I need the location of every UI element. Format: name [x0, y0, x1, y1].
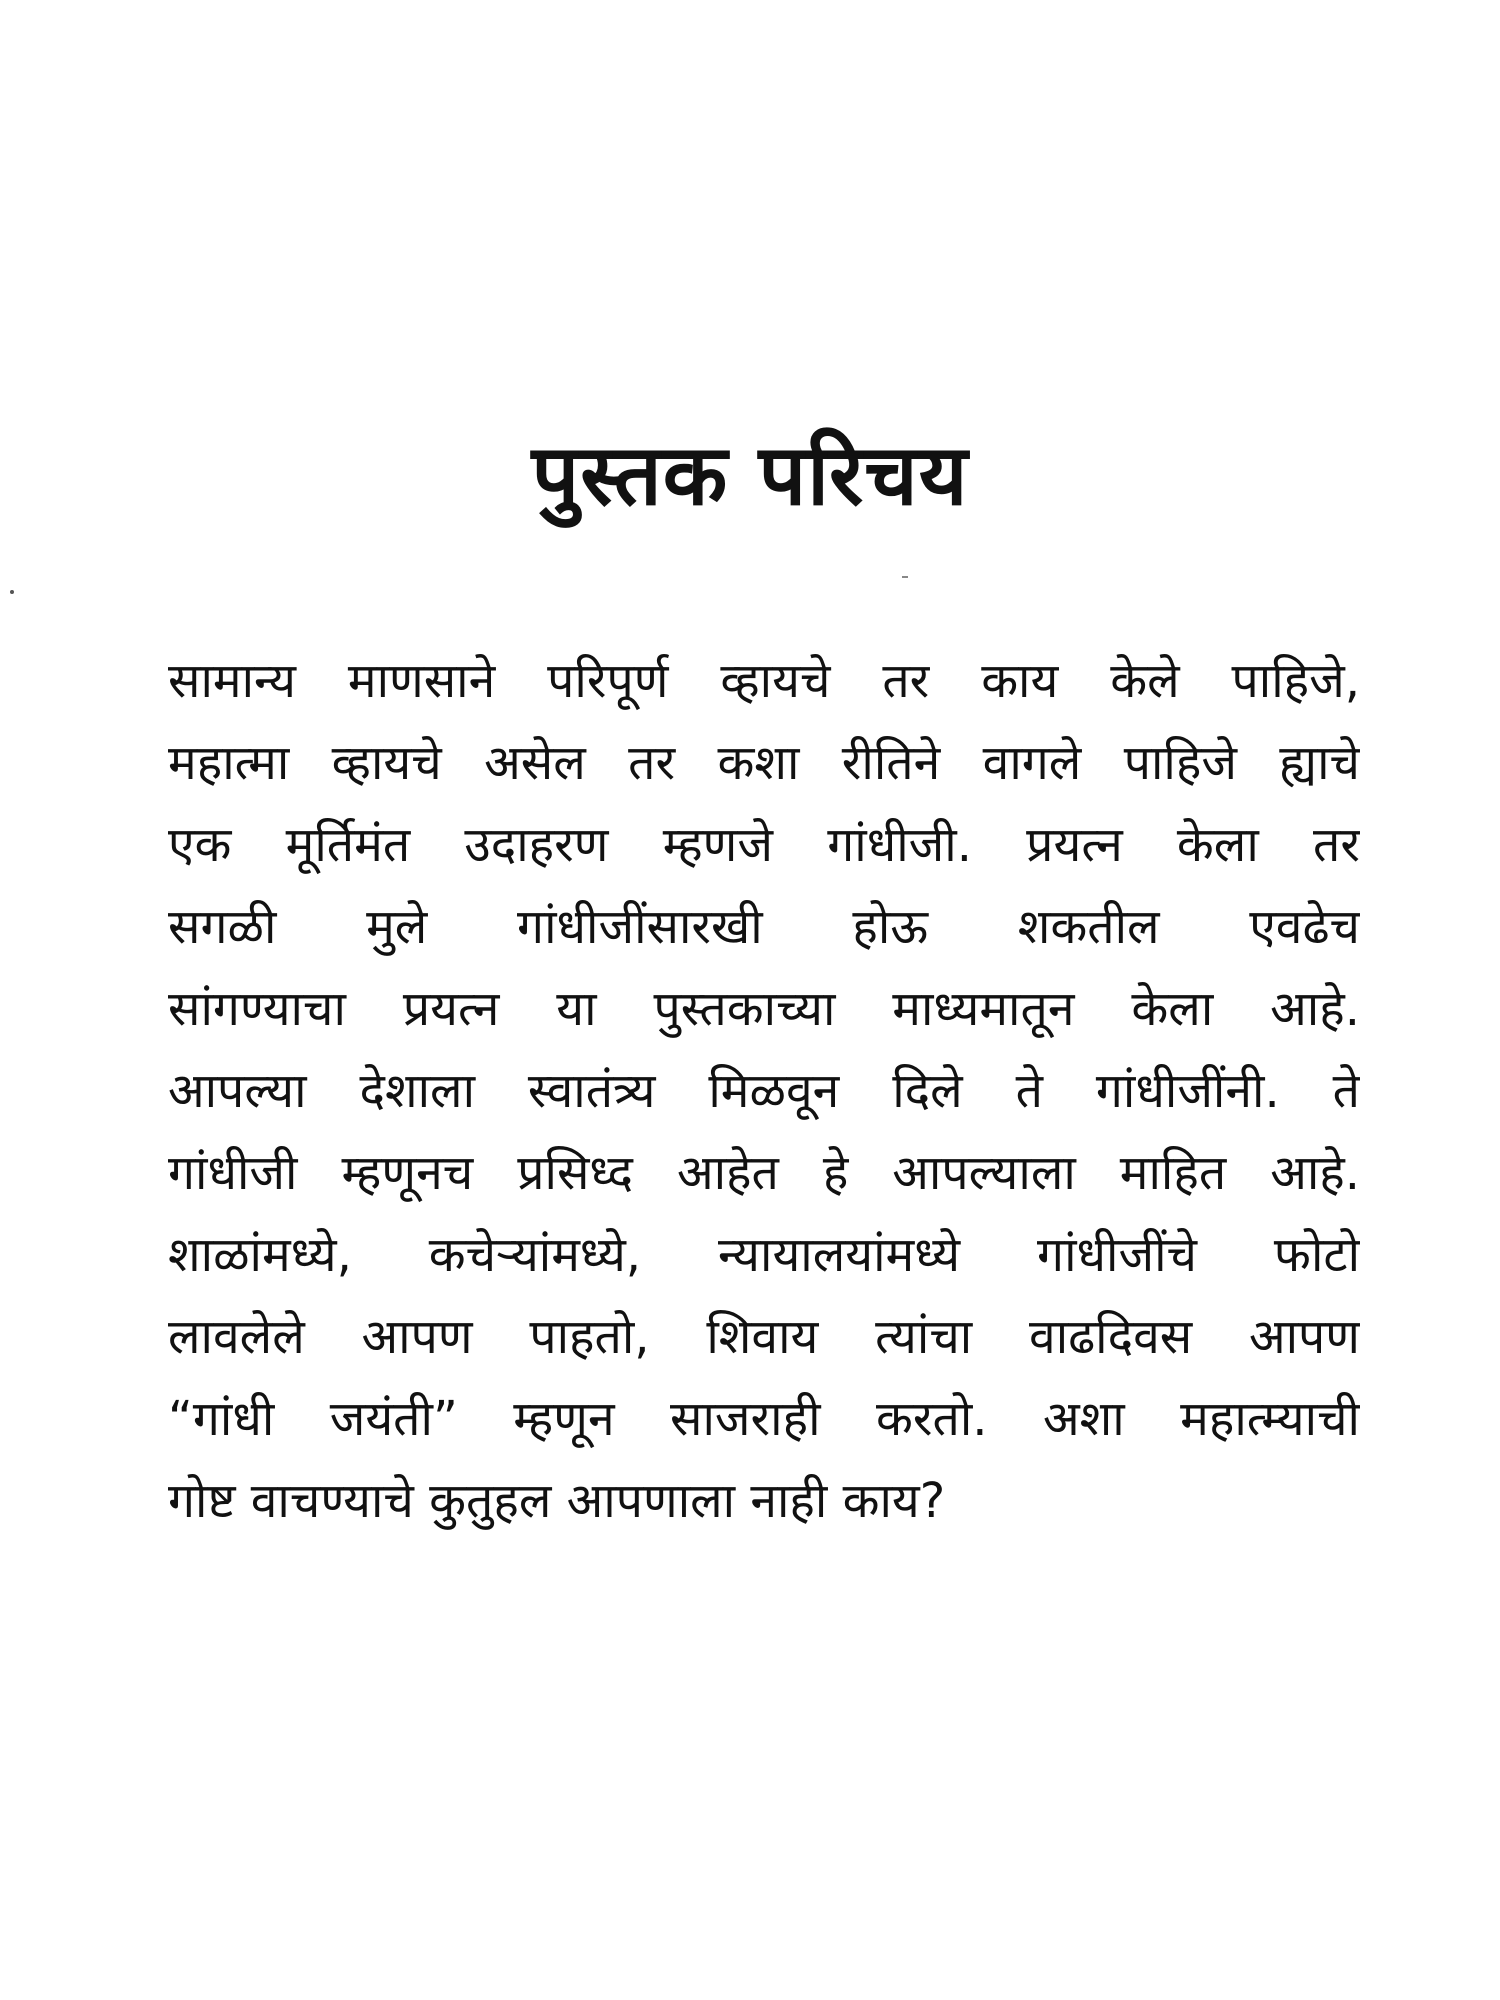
paragraph-line: “गांधी जयंती” म्हणून साजराही करतो. अशा महात्म्याची: [168, 1391, 1360, 1447]
paragraph-line: गोष्ट वाचण्याचे कुतुहल आपणाला नाही काय?: [168, 1473, 946, 1529]
scan-speck: [10, 590, 14, 594]
page-title: पुस्तक परिचय: [531, 426, 969, 524]
paragraph-line: एक मूर्तिमंत उदाहरण म्हणजे गांधीजी. प्रयत्न केला तर: [168, 817, 1360, 873]
paragraph-line: शाळांमध्ये, कचेऱ्यांमध्ये, न्यायालयांमध्ये गांधीजींचे फोटो: [168, 1227, 1360, 1283]
intro-paragraph: [168, 640, 1360, 1542]
paragraph-line: लावलेले आपण पाहतो, शिवाय त्यांचा वाढदिवस आपण: [168, 1309, 1360, 1365]
paragraph-line: महात्मा व्हायचे असेल तर कशा रीतिने वागले पाहिजे ह्याचे: [168, 735, 1360, 791]
paragraph-line: गांधीजी म्हणूनच प्रसिध्द आहेत हे आपल्याला माहित आहे.: [168, 1145, 1360, 1201]
paragraph-line: सगळी मुले गांधीजींसारखी होऊ शकतील एवढेच: [168, 899, 1360, 955]
paragraph-line: आपल्या देशाला स्वातंत्र्य मिळवून दिले ते गांधीजींनी. ते: [168, 1063, 1360, 1119]
paragraph-line: सांगण्याचा प्रयत्न या पुस्तकाच्या माध्यमातून केला आहे.: [168, 981, 1360, 1037]
scan-speck: [902, 576, 908, 578]
paragraph-line: सामान्य माणसाने परिपूर्ण व्हायचे तर काय केले पाहिजे,: [168, 653, 1360, 709]
